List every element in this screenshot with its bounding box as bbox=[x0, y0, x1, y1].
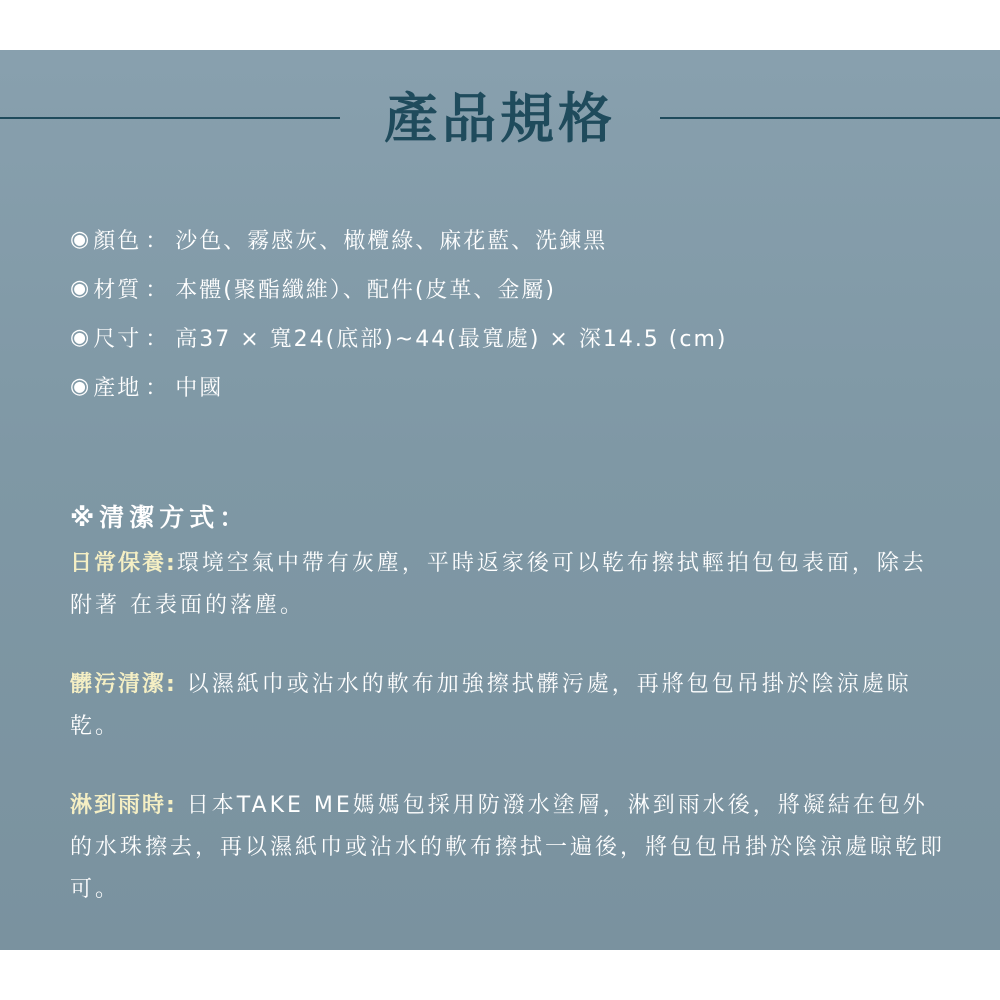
bullet-icon: ◉ bbox=[70, 374, 92, 399]
spec-value: 高37 × 寬24(底部)~44(最寬處) × 深14.5 (cm) bbox=[175, 327, 728, 352]
spec-value: 本體(聚酯纖維）、配件(皮革、金屬) bbox=[175, 278, 556, 303]
care-text: 以濕紙巾或沾水的軟布加強擦拭髒污處，再將包包吊掛於陰涼處晾乾。 bbox=[70, 672, 912, 739]
spec-separator: ： bbox=[145, 278, 170, 303]
spec-label: 材質 bbox=[93, 278, 142, 303]
bullet-icon: ◉ bbox=[70, 325, 92, 350]
care-text: 日本TAKE ME媽媽包採用防潑水塗層，淋到雨水後，將凝結在包外的水珠擦去，再以濕紙巾或沾水的軟布擦拭一遍後，將包包吊掛於陰涼處晾乾即可。 bbox=[70, 793, 946, 902]
title-row bbox=[0, 85, 1000, 155]
bullet-icon: ◉ bbox=[70, 276, 92, 301]
spec-item-size bbox=[70, 313, 970, 362]
title-divider-right bbox=[660, 117, 1000, 119]
spec-list bbox=[70, 215, 970, 411]
spec-item-color bbox=[70, 215, 970, 264]
care-heading: 髒污清潔: bbox=[70, 672, 177, 697]
care-heading: 日常保養: bbox=[70, 551, 177, 576]
spec-separator: ： bbox=[145, 327, 170, 352]
care-item-daily bbox=[70, 543, 950, 627]
spec-separator: ： bbox=[145, 229, 170, 254]
spec-value: 沙色、霧感灰、橄欖綠、麻花藍、洗鍊黑 bbox=[175, 229, 608, 254]
care-item-stain bbox=[70, 664, 950, 748]
spec-label: 尺寸 bbox=[93, 327, 142, 352]
page-title: 產品規格 bbox=[384, 86, 616, 150]
title-divider-left bbox=[0, 117, 340, 119]
bullet-icon: ◉ bbox=[70, 227, 92, 252]
spec-label: 產地 bbox=[93, 376, 142, 401]
spec-item-material bbox=[70, 264, 970, 313]
spec-value: 中國 bbox=[175, 376, 224, 401]
spec-panel bbox=[0, 50, 1000, 950]
care-text: 環境空氣中帶有灰塵，平時返家後可以乾布擦拭輕拍包包表面，除去附著 在表面的落塵。 bbox=[70, 551, 927, 618]
care-section-title: ※清潔方式： bbox=[70, 503, 250, 532]
spec-item-origin bbox=[70, 362, 970, 411]
care-item-rain bbox=[70, 785, 950, 911]
spec-separator: ： bbox=[145, 376, 170, 401]
care-heading: 淋到雨時: bbox=[70, 793, 177, 818]
spec-label: 顏色 bbox=[93, 229, 142, 254]
